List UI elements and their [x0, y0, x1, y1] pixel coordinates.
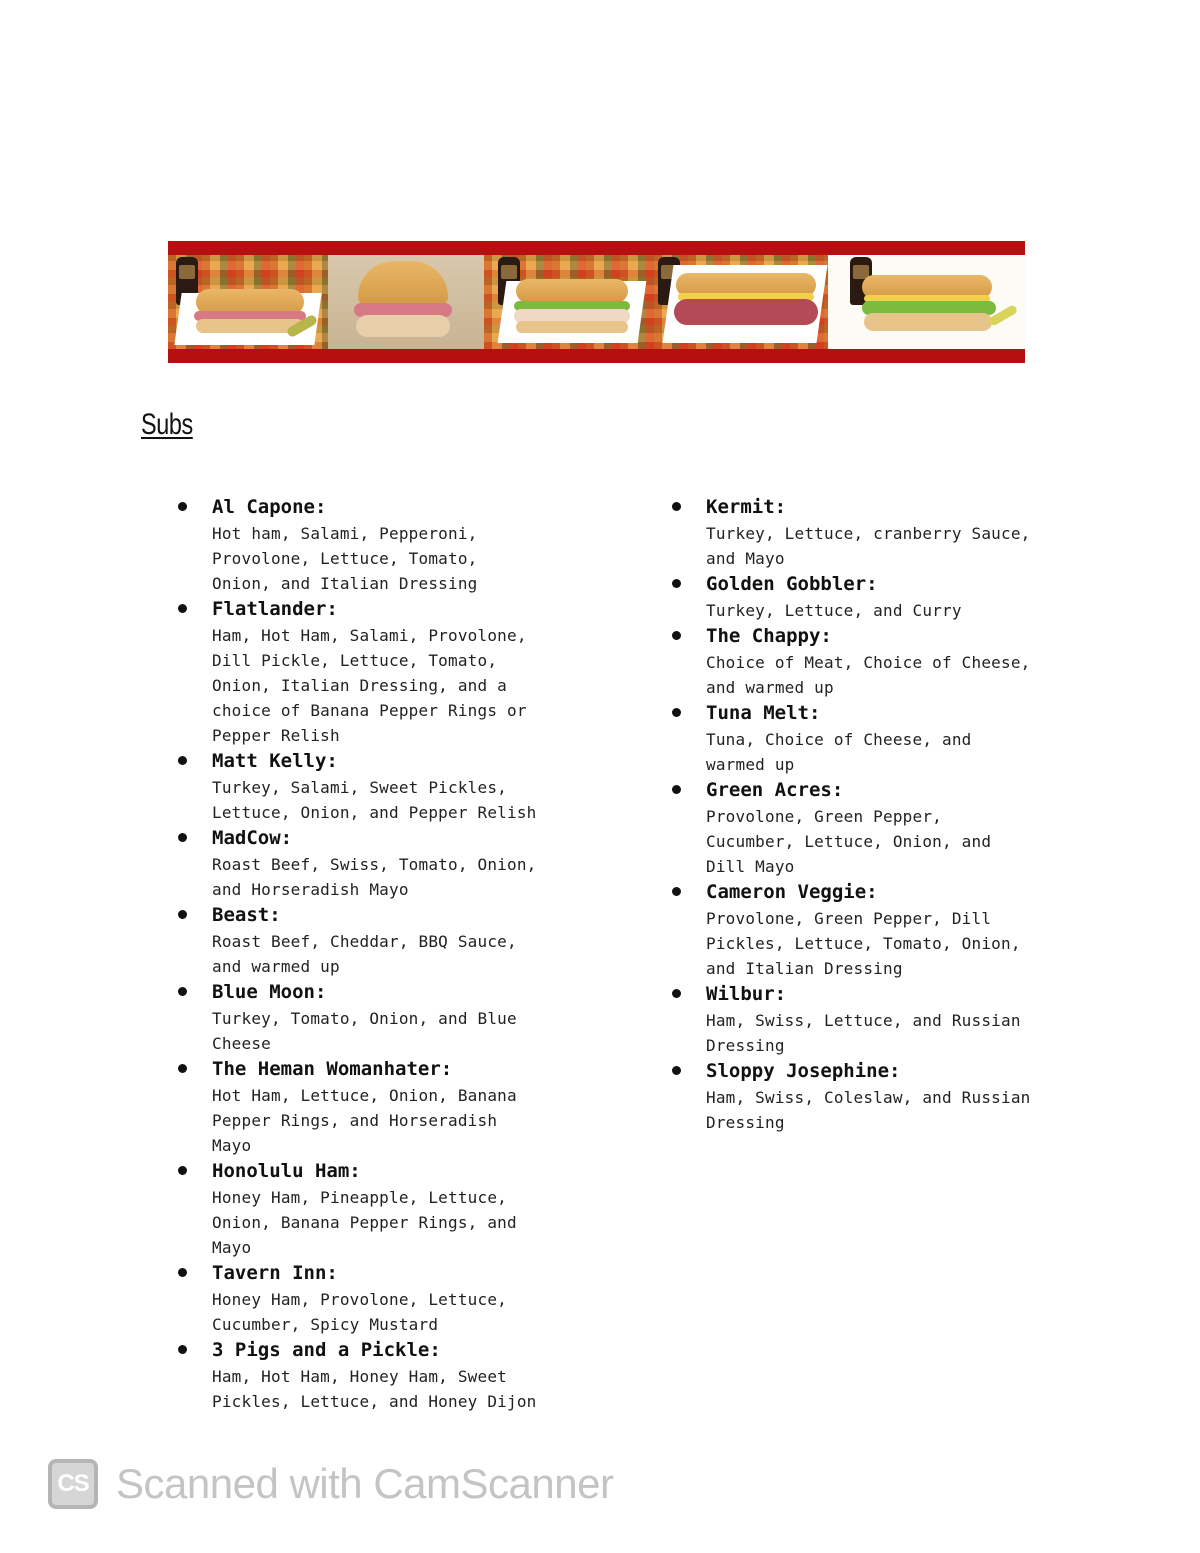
veggie-sub-photo-icon: [828, 255, 1025, 349]
menu-item: [672, 777, 1092, 879]
banner-photo-strip: [168, 255, 1025, 349]
item-name: Flatlander:: [212, 598, 338, 620]
item-name: Tuna Melt:: [706, 702, 821, 724]
bullet-icon: [178, 1064, 187, 1073]
item-description: Turkey, Lettuce, cranberry Sauce, and Mayo: [706, 524, 1031, 568]
menu-list-right: [672, 494, 1092, 1135]
bullet-icon: [178, 1166, 187, 1175]
item-description: Ham, Hot Ham, Honey Ham, Sweet Pickles, Lettuce, and Honey Dijon: [212, 1367, 537, 1411]
item-name: MadCow:: [212, 827, 293, 849]
item-name: 3 Pigs and a Pickle:: [212, 1339, 441, 1361]
item-name: Green Acres:: [706, 779, 844, 801]
menu-item: [178, 902, 598, 979]
item-description: Honey Ham, Provolone, Lettuce, Cucumber, Spicy Mustard: [212, 1290, 507, 1334]
round-bun-sandwich-photo-icon: [328, 255, 484, 349]
item-name: Cameron Veggie:: [706, 881, 878, 903]
item-description: Roast Beef, Cheddar, BBQ Sauce, and warmed up: [212, 932, 517, 976]
bullet-icon: [672, 502, 681, 511]
item-description: Ham, Swiss, Lettuce, and Russian Dressing: [706, 1011, 1021, 1055]
item-description: Turkey, Lettuce, and Curry: [706, 601, 962, 620]
item-description: Tuna, Choice of Cheese, and warmed up: [706, 730, 972, 774]
item-description: Roast Beef, Swiss, Tomato, Onion, and Horseradish Mayo: [212, 855, 537, 899]
menu-item: [178, 596, 598, 748]
camscanner-watermark: [48, 1456, 613, 1512]
watermark-text: Scanned with CamScanner: [116, 1460, 614, 1507]
menu-item: [672, 571, 1092, 623]
item-name: Golden Gobbler:: [706, 573, 878, 595]
bullet-icon: [178, 910, 187, 919]
bullet-icon: [672, 1066, 681, 1075]
item-name: The Chappy:: [706, 625, 832, 647]
item-name: The Heman Womanhater:: [212, 1058, 453, 1080]
item-name: Sloppy Josephine:: [706, 1060, 901, 1082]
menu-item: [672, 879, 1092, 981]
menu-item: [178, 825, 598, 902]
sub-sandwich-photo-icon: [168, 255, 328, 349]
sub-sandwich-photo-icon: [484, 255, 654, 349]
menu-item: [672, 700, 1092, 777]
menu-item: [672, 623, 1092, 700]
item-description: Choice of Meat, Choice of Cheese, and warmed up: [706, 653, 1031, 697]
bullet-icon: [672, 887, 681, 896]
item-name: Kermit:: [706, 496, 787, 518]
menu-item: [672, 981, 1092, 1058]
bullet-icon: [178, 502, 187, 511]
bullet-icon: [178, 1345, 187, 1354]
item-name: Honolulu Ham:: [212, 1160, 361, 1182]
menu-list-left: [178, 494, 598, 1414]
item-name: Beast:: [212, 904, 281, 926]
bullet-icon: [178, 756, 187, 765]
camscanner-logo-icon: CS: [48, 1459, 98, 1509]
bullet-icon: [178, 1268, 187, 1277]
item-description: Hot Ham, Lettuce, Onion, Banana Pepper Rings, and Horseradish Mayo: [212, 1086, 517, 1155]
item-description: Honey Ham, Pineapple, Lettuce, Onion, Banana Pepper Rings, and Mayo: [212, 1188, 517, 1257]
menu-item: [178, 1337, 598, 1414]
item-description: Ham, Swiss, Coleslaw, and Russian Dressing: [706, 1088, 1031, 1132]
bullet-icon: [178, 833, 187, 842]
bullet-icon: [178, 987, 187, 996]
item-description: Hot ham, Salami, Pepperoni, Provolone, Lettuce, Tomato, Onion, and Italian Dressing: [212, 524, 478, 593]
item-description: Provolone, Green Pepper, Dill Pickles, Lettuce, Tomato, Onion, and Italian Dressing: [706, 909, 1021, 978]
item-name: Al Capone:: [212, 496, 327, 518]
bullet-icon: [672, 631, 681, 640]
section-heading: Subs: [141, 408, 193, 441]
bullet-icon: [672, 989, 681, 998]
roast-beef-sub-photo-icon: [654, 255, 828, 349]
item-description: Turkey, Salami, Sweet Pickles, Lettuce, Onion, and Pepper Relish: [212, 778, 537, 822]
menu-item: [178, 1158, 598, 1260]
bullet-icon: [672, 785, 681, 794]
item-description: Provolone, Green Pepper, Cucumber, Lettuce, Onion, and Dill Mayo: [706, 807, 992, 876]
menu-item: [178, 979, 598, 1056]
item-description: Ham, Hot Ham, Salami, Provolone, Dill Pickle, Lettuce, Tomato, Onion, Italian Dressing, and a choice of Banana Pepper Rings or Pepper Relish: [212, 626, 527, 745]
menu-item: [672, 494, 1092, 571]
menu-item: [178, 1260, 598, 1337]
menu-item: [672, 1058, 1092, 1135]
item-name: Wilbur:: [706, 983, 787, 1005]
menu-item: [178, 748, 598, 825]
bullet-icon: [178, 604, 187, 613]
item-name: Tavern Inn:: [212, 1262, 338, 1284]
item-name: Matt Kelly:: [212, 750, 338, 772]
bullet-icon: [672, 579, 681, 588]
menu-item: [178, 1056, 598, 1158]
menu-item: [178, 494, 598, 596]
item-description: Turkey, Tomato, Onion, and Blue Cheese: [212, 1009, 517, 1053]
bullet-icon: [672, 708, 681, 717]
sandwich-photo-banner: [168, 241, 1025, 363]
item-name: Blue Moon:: [212, 981, 327, 1003]
